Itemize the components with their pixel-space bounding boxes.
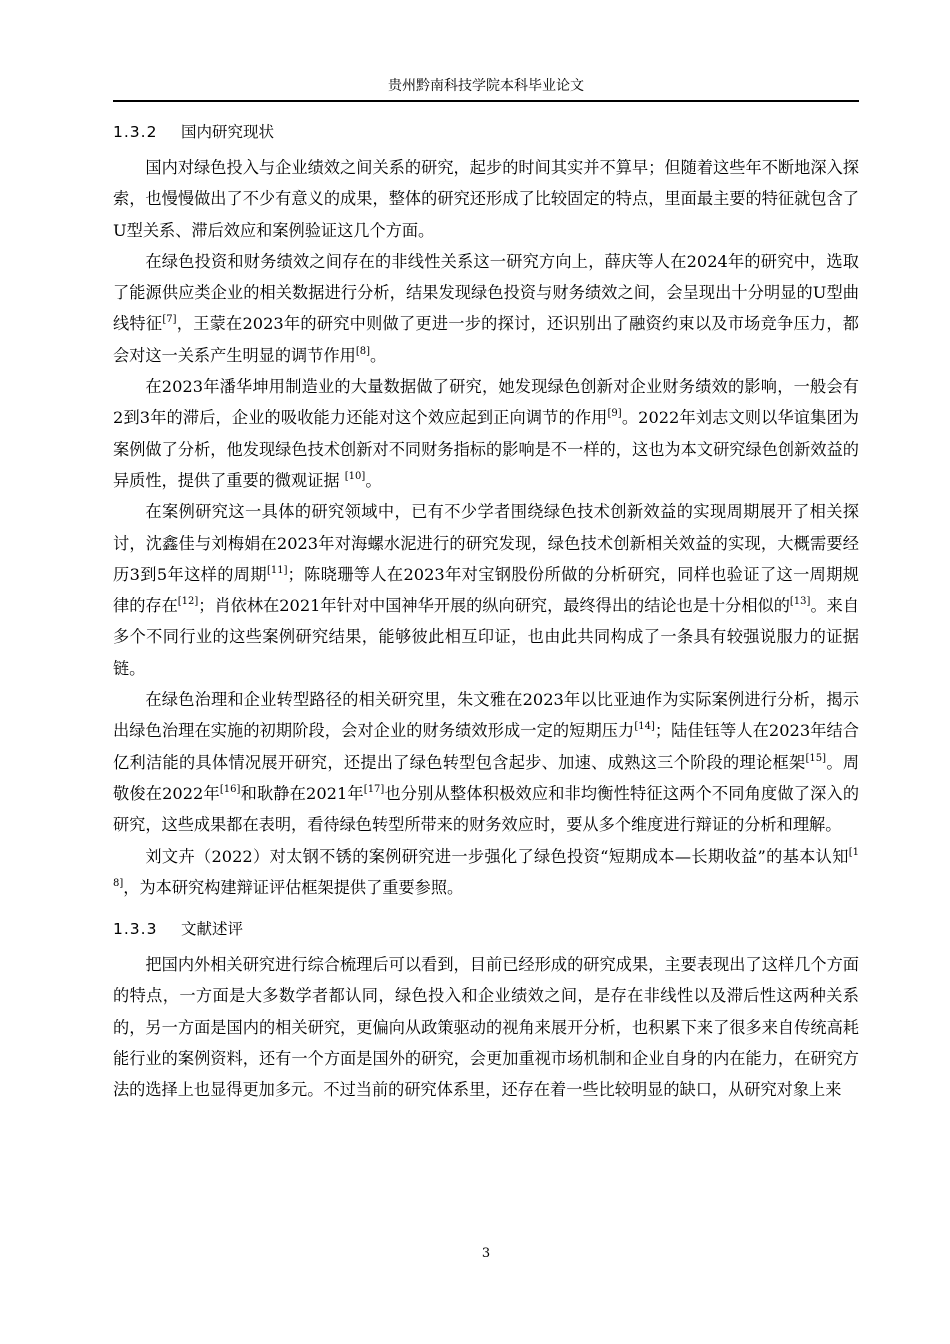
document-body — [113, 116, 859, 1106]
section-title: 国内研究现状 — [181, 123, 275, 141]
header-rule — [113, 100, 859, 102]
paragraph-text: 把国内外相关研究进行综合梳理后可以看到，目前已经形成的研究成果，主要表现出了这样几个方面的特点，一方面是大多数学者都认同，绿色投入和企业绩效之间，是存在非线性以及滞后性这两种关系的，另一方面是国内的相关研究，更偏向从政策驱动的视角来展开分析，也积累下来了很多来自传统高耗能行业的案例资料，还有一个方面是国外的研究，会更加重视市场机制和企业自身的内在能力，在研究方法的选择上也显得更加多元。不过当前的研究体系里，还存在着一些比较明显的缺口，从研究对象上来 — [113, 955, 859, 1100]
page-number: 3 — [481, 1246, 491, 1261]
paragraph-text: 。来自多个不同行业的这些案例研究结果，能够彼此相互印证，也由此共同构成了一条具有较强说服力的证据链。 — [113, 596, 860, 678]
paragraph-7 — [113, 949, 859, 1105]
paragraph-text: ；陈晓珊等人在2023年对宝钢股份所做的分析研究，同样也验证了这一周期规律的存在 — [113, 564, 859, 616]
paragraph-text: ，王蒙在2023年的研究中则做了更进一步的探讨，还识别出了融资约束以及市场竞争压力，都会对这一关系产生明显的调节作用 — [113, 314, 859, 365]
section-heading-1-3-2 — [113, 116, 859, 148]
citation-ref: [13] — [789, 596, 811, 608]
paragraph-text: 在2023年潘华坤用制造业的大量数据做了研究，她发现绿色创新对企业财务绩效的影响，一般会有2到3年的滞后，企业的吸收能力还能对这个效应起到正向调节的作用 — [113, 377, 859, 428]
paragraph-4 — [113, 496, 859, 684]
citation-ref: [9] — [607, 408, 622, 420]
paragraph-text: 。周敬俊在2022年 — [113, 752, 860, 803]
citation-ref: [17] — [363, 783, 385, 795]
citation-ref: [11] — [266, 564, 288, 576]
paragraph-text: 也分别从整体积极效应和非均衡性特征这两个不同角度做了深入的研究，这些成果都在表明，看待绿色转型所带来的财务效应时，要从多个维度进行辩证的分析和理解。 — [113, 783, 860, 835]
paragraph-text: 。 — [365, 470, 382, 490]
section-heading-1-3-3 — [113, 913, 859, 945]
paragraph-text: 在案例研究这一具体的研究领域中，已有不少学者围绕绿色技术创新效益的实现周期展开了相关探讨，沈鑫佳与刘梅娟在2023年对海螺水泥进行的研究发现，绿色技术创新相关效益的实现，大概需要经历3到5年这样的周期 — [113, 502, 859, 584]
paragraph-text: ；肖依林在2021年针对中国神华开展的纵向研究，最终得出的结论也是十分相似的 — [198, 596, 790, 616]
citation-ref: [16] — [219, 783, 241, 795]
citation-ref: [12] — [177, 596, 199, 608]
paragraph-text: 。2022年刘志文则以华谊集团为案例做了分析，他发现绿色技术创新对不同财务指标的影响是不一样的，这也为本文研究绿色创新效益的异质性，提供了重要的微观证据 — [113, 408, 859, 490]
paragraph-2 — [113, 246, 859, 371]
paragraph-text: 刘文卉（2022）对太钢不锈的案例研究进一步强化了绿色投资“短期成本—长期收益”的基本认知 — [145, 846, 849, 866]
paragraph-text: ，为本研究构建辩证评估框架提供了重要参照。 — [123, 877, 464, 897]
paragraph-text: ；陆佳钰等人在2023年结合亿利洁能的具体情况展开研究，还提出了绿色转型包含起步、加速、成熟这三个阶段的理论框架 — [113, 721, 859, 772]
paragraph-1 — [113, 152, 859, 246]
citation-ref: [8] — [355, 345, 370, 357]
paragraph-text: 。 — [369, 345, 387, 365]
paragraph-text: 和耿静在2021年 — [240, 783, 364, 803]
paragraph-text: 在绿色治理和企业转型路径的相关研究里，朱文雅在2023年以比亚迪作为实际案例进行分析，揭示出绿色治理在实施的初期阶段，会对企业的财务绩效形成一定的短期压力 — [113, 690, 859, 741]
citation-ref: [15] — [805, 752, 827, 764]
citation-ref: [7] — [162, 314, 177, 326]
paragraph-text: 国内对绿色投入与企业绩效之间关系的研究，起步的时间其实并不算早；但随着这些年不断地深入探索，也慢慢做出了不少有意义的成果，整体的研究还形成了比较固定的特点，里面最主要的特征就包含了U型关系、滞后效应和案例验证这几个方面。 — [113, 158, 859, 240]
citation-ref: [18] — [113, 846, 859, 889]
section-number: 1.3.2 — [113, 123, 158, 141]
paragraph-3 — [113, 371, 859, 496]
citation-ref: [10] — [344, 470, 366, 482]
paragraph-text: 在绿色投资和财务绩效之间存在的非线性关系这一研究方向上，薛庆等人在2024年的研究中，选取了能源供应类企业的相关数据进行分析，结果发现绿色投资与财务绩效之间，会呈现出十分明显的U型曲线特征 — [113, 251, 859, 334]
paragraph-6 — [113, 841, 859, 904]
citation-ref: [14] — [634, 721, 655, 733]
paragraph-5 — [113, 684, 859, 840]
section-number: 1.3.3 — [113, 920, 158, 939]
running-header: 贵州黔南科技学院本科毕业论文 — [388, 78, 584, 94]
section-title: 文献述评 — [181, 920, 244, 939]
